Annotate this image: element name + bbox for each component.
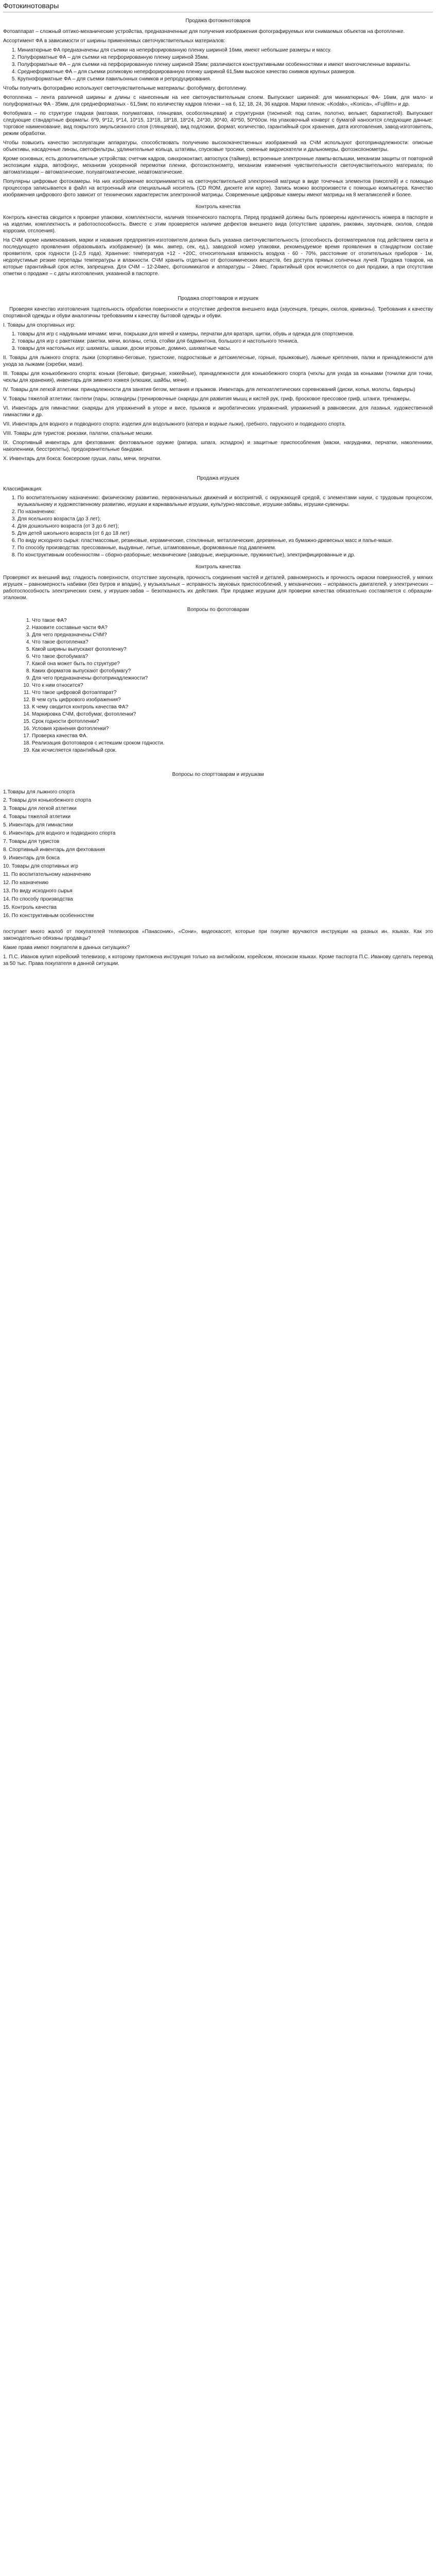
list-item: 2. товары для игр с ракетками: ракетки, мячи, воланы, сетка, стойки для бадминтона, большого и настольного тенниса.	[18, 338, 433, 345]
question-item: 10. Что к ним относится?	[32, 682, 433, 689]
question-item: 11. Что такое цифровой фотоаппарат?	[32, 689, 433, 696]
question-item: 8. Спортивный инвентарь для фехтования	[3, 847, 105, 853]
question-item: 18. Реализация фототоваров с истекшим сроком годности.	[32, 740, 433, 747]
question-item: 13. К чему сводится контроль качества ФА?	[32, 704, 433, 710]
question-item: 9. Инвентарь для бокса	[3, 855, 60, 861]
paragraph: поступает много жалоб от покупателей телевизоров «Панасоник», «Сони», видеокассет, которые при покупке вручаются инструкции на разных ин. языках. Как это законодательно обязаны продавцы?	[3, 929, 433, 941]
list-item: 2. Полуформатные ФА – для съемки на перфорированную пленку шириной 35мм.	[18, 54, 433, 61]
question-item: 15. Срок годности фотопленки?	[32, 718, 433, 725]
question-item: 7. Какой она может быть по структуре?	[32, 660, 433, 667]
question-item: 3. Товары для легкой атлетики	[3, 806, 77, 811]
list-item: 3. товары для настольных игр: шахматы, шашки, доски игровые, домино, шахматные часы.	[18, 345, 433, 352]
question-item: 7. Товары для туристов	[3, 839, 60, 844]
paragraph: VIII. Товары для туристов: рюкзаки, палатки, спальные мешки.	[3, 431, 153, 436]
question-item: 3. Для чего предназначены СЧМ?	[32, 632, 433, 638]
question-item: 1.Товары для лыжного спорта	[3, 789, 75, 795]
document-body	[0, 18, 436, 967]
paragraph: IV. Товары для легкой атлетики: принадлежности для занятия бегом, метания и прыжков. Инвентарь для легкоатлетических соревнований (диски, копья, молоты, барьеры)	[3, 387, 415, 393]
section-heading: Продажа спорттоваров и игрушек	[178, 296, 258, 301]
question-item: 8. Каких форматов выпускают фотобумагу?	[32, 668, 433, 674]
question-item: 19. Как исчисляется гарантийный срок.	[32, 747, 433, 754]
paragraph: Какие права имеют покупатели в данных ситуациях?	[3, 945, 130, 951]
question-item: 13. По виду исходного сырья	[3, 888, 73, 894]
question-item: 16. По конструктивным особенностям	[3, 913, 94, 919]
paragraph: II. Товары для лыжного спорта: лыжи (спортивно-беговые, туристские, подростковые и детскиелесные, горные, прыжковые), лыжные крепления, палки и принадлежности для ухода за лыжами (скребки, мази).	[3, 355, 433, 367]
list-item: 1. товары для игр с надувными мячами: мячи, покрышки для мячей и камеры, перчатки для вратаря, щитки, обувь и одежда для спортсменов.	[18, 331, 433, 337]
list-item: 1. Миниатюрные ФА предназначены для съемки на неперфорированную пленку шириной 16мм, имеют небольшие размеры и массу.	[18, 47, 433, 54]
question-item: 4. Что такое фотопленка?	[32, 639, 433, 646]
list-item: 3. Полуформатные ФА – для съемки на перфорированную пленку шириной 35мм; различаются конструктивными особенностями и имеют многочисленные варианты.	[18, 61, 433, 68]
paragraph: X. Инвентарь для бокса: боксерские груши, лапы, мячи, перчатки.	[3, 456, 162, 462]
question-item: 16. Условия хранения фотопленки?	[32, 725, 433, 732]
toys-classification-list	[3, 495, 433, 558]
paragraph: Популярны цифровые фотокамеры. На них изображение воспринимается на светочувствительной электронной матрице в виде точечных элементов (пикселей) и с помощью процессора записывается в файл на встроенный или специальный носитель (CD ROM, дискете или карте). Запись можно воспроизвести с помощью компьютера. Качество изображения цифрового фото зависит от технических характеристик электронной матрицы. Современные цифровые камеры имеют матрицы на 8 мегапикселей и более.	[3, 179, 433, 198]
question-item: 2. Назовите составные части ФА?	[32, 624, 433, 631]
paragraph: III. Товары для конькобежного спорта: коньки (беговые, фигурные, хоккейные), принадлежности для конькобежного спорта (чехлы для ухода за коньками (точилки для точки, чехлы для хранения), инвентарь для зимнего хоккея (клюшки, шайбы, мячи).	[3, 371, 433, 383]
section-heading: Контроль качества	[195, 204, 241, 210]
list-item: 4. Для дошкольного возраста (от 3 до 6 лет);	[18, 523, 433, 530]
paragraph: 1. П.С. Иванов купил корейский телевизор, к которому приложена инструкция только на английском, корейском, японском языках. Кроме паспорта П.С. Иванову сделать перевод за 50 тыс. Права покупателя в данной ситуации.	[3, 954, 433, 967]
camera-types-list	[3, 47, 433, 82]
question-item: 14. Маркировка СЧМ, фотобумаг, фотопленки?	[32, 711, 433, 718]
question-item: 11. По воспитательному назначению	[3, 872, 91, 877]
question-item: 6. Что такое фотобумага?	[32, 653, 433, 660]
question-item: 4. Товары тяжелой атлетики	[3, 814, 71, 820]
list-item: 7. По способу производства: прессованные, выдувные, литые, штампованные, формованные под давлением.	[18, 545, 433, 551]
sport-games-list	[3, 331, 433, 352]
question-item: 5. Инвентарь для гимнастики	[3, 822, 73, 828]
paragraph: Фотоаппарат – сложный оптико-механические устройства, предназначенные для получения изображения фотографируемых или снимаемых объектов на фотопленке.	[3, 29, 405, 35]
photo-questions-list	[3, 617, 433, 754]
question-item: 14. По способу производства	[3, 896, 73, 902]
paragraph: Чтобы получить фотографию используют светочувствительные материалы: фотобумагу, фотопленку.	[3, 86, 247, 91]
paragraph: I. Товары для спортивных игр:	[3, 323, 76, 328]
paragraph: Контроль качества сводится к проверке упаковки, комплектности, наличия технического паспорта. Перед продажей должны быть проверены идентичность номера в паспорте и на изделии, комплектность и работоспособность. Вместе с этим проверяется наличие дефектов внешнего вида (отсутствие царапин, раковин, заусенцев, сколов, следов коррозии, отслоения).	[3, 215, 433, 234]
section-heading: Вопросы по спорттоварам и игрушкам	[172, 772, 264, 777]
question-item: 1. Что такое ФА?	[32, 617, 433, 624]
list-item: 2. По назначению:	[18, 509, 433, 515]
question-item: 15. Контроль качества	[3, 905, 57, 910]
question-item: 9. Для чего предназначены фотопринадлежности?	[32, 675, 433, 682]
question-item: 2. Товары для конькобежного спорта	[3, 798, 91, 803]
paragraph: Ассортимент ФА в зависимости от ширины применяемых светочувствительных материалов:	[3, 38, 225, 44]
paragraph: Проверяют их внешний вид: гладкость поверхности, отсутствие заусенцев, прочность соединения частей и деталей, равномерность и прочность окраски поверхностей, у мягких игрушек – равномерность набивки (без бугров и впадин), у музыкальных – исправность звуковых приспособлений, у механических – исправность двигателей, у электрических – работоспособность электрических схем, у игрушек-забав – безотказность их действия. При продаже игрушки для проверки качества обязательно составляется с образцом-эталоном.	[3, 575, 433, 601]
question-item: 17. Проверка качества ФА.	[32, 733, 433, 739]
section-heading: Продажа игрушек	[197, 476, 239, 481]
paragraph: VII. Инвентарь для водного и подводного спорта: изделия для водолыжного (катера и водные лыжи), гребного, парусного и подводного спорта.	[3, 421, 346, 427]
paragraph: Кроме основных, есть дополнительные устройства: счетчик кадров, синхроконтакт, автоспуск (таймер), встроенные электронные лампы-вспышки, механизм защиты от повторной экспозиции кадра, автофокус, механизм ускоренной перемотки пленки, фотоэкспонометр, механизм изменения чувствительности светочувствительного материала; по автоматизации – автоматические, полуавтоматические, неавтоматические.	[3, 156, 433, 175]
paragraph: Фотопленка – лента различной ширины и длины с нанесенным на нее светочувствительным слоем. Выпускают шириной: для миниатюрных ФА- 16мм, для мало- и полуформатных ФА - 35мм, для среднеформатных - 61,5мм; по количеству кадров пленки – на 6, 12, 18, 24, 36 кадров. Марки пленок: «Kodak», «Konica», «Fujifilm» и др.	[3, 95, 433, 107]
list-item: 3. Для ясельного возраста (до 3 лет);	[18, 516, 433, 522]
question-item: 10. Товары для спортивных игр	[3, 863, 78, 869]
paragraph: Фотобумага – по структуре гладкая (матовая, полуматовая, глянцевая, особоглянцевая) и структурная (тисненой: под сатин, полотно, вельвет, бархатистой). Выпускают следующие стандартные форматы: 6*9, 9*12, 9*14, 10*15, 13*18, 18*18, 18*24, 24*30, 30*40, 40*50, 50*60см. На упаковочный конверт с бумагой наносится следующие данные: торговое наименование, вид покрытого эмульсионного слоя (глянцевая), вид подложки, формат, количество, гарантийный срок хранения, дата изготовления, завод-изготовитель, режим обработки.	[3, 111, 433, 137]
list-item: 8. По конструктивным особенностям – сборно-разборные; механические (заводные, инерционные, пружинистые), электрифицированные и др.	[18, 552, 433, 558]
list-item: 5. Для детей школьного возраста (от 6 до 18 лет)	[18, 530, 433, 537]
paragraph: Классификация:	[3, 486, 43, 492]
paragraph: Чтобы повысить качество эксплуатации аппаратуры, способствовать получению высококачественных изображений на СЧМ используют фотопринадлежности: описные объективы, насадочные линзы, светофильтры, удлинительные кольца, штативы, спусковые тросики, сменные видоискатели и дальномеры, фотоэкспонометры.	[3, 140, 433, 152]
paragraph: V. Товары тяжелой атлетики: гантели (пары, эспандеры (тренировочные снаряды для развития мышц и кистей рук, гриф, бросковое прессовое гриф, штанги, тренажеры.	[3, 396, 411, 402]
paragraph: Проверяя качество изготовления тщательность обработки поверхности и отсутствие дефектов внешнего вида (заусенцев, трещин, сколов, кривизны). Требования к качеству спортивной одежды и обуви аналогичны требованиям к качеству бытовой одежды и обуви.	[3, 307, 433, 319]
section-heading: Вопросы по фототоварам	[187, 607, 249, 613]
paragraph: IX. Спортивный инвентарь для фехтования: фехтовальное оружие (рапира, шпага, эспадрон) и защитные приспособления (маски, нагрудники, перчатки, наколенники, наколенники, бесстрелеты), предохранительные бандажи.	[3, 440, 433, 452]
question-item: 6. Инвентарь для водного и подводного спорта	[3, 831, 116, 836]
list-item: 5. Крупноформатные ФА – для съемки павильонных снимков и репродуцирования.	[18, 76, 433, 82]
paragraph: На СЧМ кроме наименования, марки и названия предприятия-изготовителя должна быть указана светочувствительность (способность фотоматериалов под действием света и последующего проявления образовывать изображение) (в мин. ампер, сек, ед.), заводской номер упаковки, рекомендуемое время проявления в стандартном составе проявителя, срок годности (1-2,5 года). Хранение: температура +12 - +20С, относительная влажность воздуха - 60 - 70%, расстояние от отопительных приборов - 1м, недопустимые резкие перепады температуры и влажности. СЧМ хранить отдельно от фотохимических веществ, без доступа прямых солнечных лучей. Продажа товаров, на которые гарантийный срок истек, запрещена. Для СЧМ – 12-24мес, фотохимикатов и аппаратуры – 24мес. Гарантийный срок исчисляется со дня продажи, а при отсутствии отметки о продаже – с даты изготовления, указанной в паспорте.	[3, 238, 433, 277]
question-item: 12. По назначению	[3, 880, 49, 886]
list-item: 1. По воспитательному назначению: физическому развитию, первоначальных движений и восприятий, с окружающей средой, с элементами науки, с трудовым процессом, музыкальному и художественному развитию, игрушки и карнавальные игрушки, культурно-массовые, игрушки-забавы, игрушки-сувениры.	[18, 495, 433, 508]
list-item: 4. Среднеформатные ФА – для съемки роликовую неперфорированную пленку шириной 61,5мм высокое качество снимков крупных размеров.	[18, 69, 433, 75]
question-item: 12. В чем суть цифрового изображения?	[32, 697, 433, 703]
section-heading: Продажа фотокинотоваров	[185, 18, 251, 24]
page-title: Фотокинотовары	[3, 1, 433, 12]
paragraph: VI. Инвентарь для гимнастики: снаряды для упражнений в упоре и висе, прыжков и акробатических упражнений, упражнений в равновесии, для лазанья, художественной гимнастики и др.	[3, 405, 433, 418]
list-item: 6. По виду исходного сырья: пластмассовые, резиновые, керамические, стеклянные, металлические, деревянные, из бумажно-древесных масс и папье-маше.	[18, 537, 433, 544]
question-item: 5. Какой ширины выпускают фотопленку?	[32, 646, 433, 653]
section-heading: Контроль качества	[195, 564, 241, 570]
